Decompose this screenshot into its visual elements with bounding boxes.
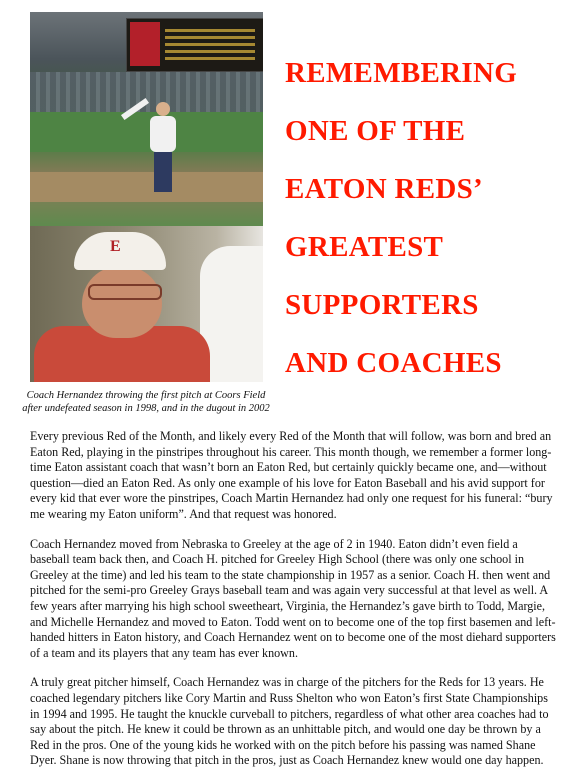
paragraph: Coach Hernandez moved from Nebraska to Greeley at the age of 2 in 1940. Eaton didn’t even field a baseball team back then, and Coach H. pitched for Greeley High School (there was only one school in Greeley at the time) and led his team to the state championship in 1957 as a senior. Coach H. then went and pitched for the semi-pro Greeley Grays baseball team and was again very successful at that level as well. A few years after marrying his high school sweetheart, Virginia, the Hernandez’s gave birth to Todd, Margie, and Michelle Hernandez and moved to Eaton. Todd went on to become one of the top first basemen and left-handed hitters in Eaton history, and Coach Hernandez went on to become one of the most diehard supporters of a team and its players that any team has ever known. bbox=[30, 536, 556, 660]
headline bbox=[285, 44, 565, 392]
pitcher-figure bbox=[142, 102, 182, 202]
photo-caption bbox=[20, 389, 272, 415]
coach-face bbox=[82, 266, 162, 338]
headline-line: ONE OF THE bbox=[285, 115, 466, 147]
caption-line: Coach Hernandez throwing the first pitch at Coors Field bbox=[26, 390, 266, 401]
paragraph: Every previous Red of the Month, and likely every Red of the Month that will follow, was born and bred an Eaton Red, playing in the pinstripes throughout his career. This month though, we remember a former long-time Eaton assistant coach that wasn’t born an Eaton Red, but certainly quickly became one, and—without question—died an Eaton Red. As only one example of his love for Eaton Baseball and his avid support for every kid that ever wore the pinstripes, Coach Martin Hernandez had only one request for his funeral: “bury me wearing my Eaton uniform”. And that request was honored. bbox=[30, 429, 553, 521]
glasses bbox=[88, 284, 162, 300]
headline-line: SUPPORTERS bbox=[285, 289, 479, 321]
advertising-sign bbox=[130, 22, 160, 66]
article-body bbox=[30, 429, 560, 783]
cap-letter: E bbox=[110, 238, 121, 255]
coors-field-photo bbox=[30, 12, 263, 226]
headline-line: GREATEST bbox=[285, 231, 444, 263]
headline-line: EATON REDS’ bbox=[285, 173, 484, 205]
headline-line: REMEMBERING bbox=[285, 57, 518, 89]
paragraph: A truly great pitcher himself, Coach Hernandez was in charge of the pitchers for the Reds for 13 years. He coached legendary pitchers like Cory Martin and Russ Shelton who won Eaton’s first State Championships in 1994 and 1995. He taught the knuckle curveball to pitchers, regardless of what other area coaches had to say about the pitch. He knew it could be thrown as an unhittable pitch, and would one day be thrown by a Red in the pros. One of the young kids he worked with on the pitch before his passing was named Shane Dyer. Shane is now throwing that pitch in the pros, just as Coach Hernandez knew would one day happen. bbox=[30, 675, 549, 768]
caption-line: after undefeated season in 1998, and in the dugout in 2002 bbox=[22, 403, 270, 414]
dugout-photo bbox=[30, 226, 263, 382]
headline-line: AND COACHES bbox=[285, 347, 502, 379]
